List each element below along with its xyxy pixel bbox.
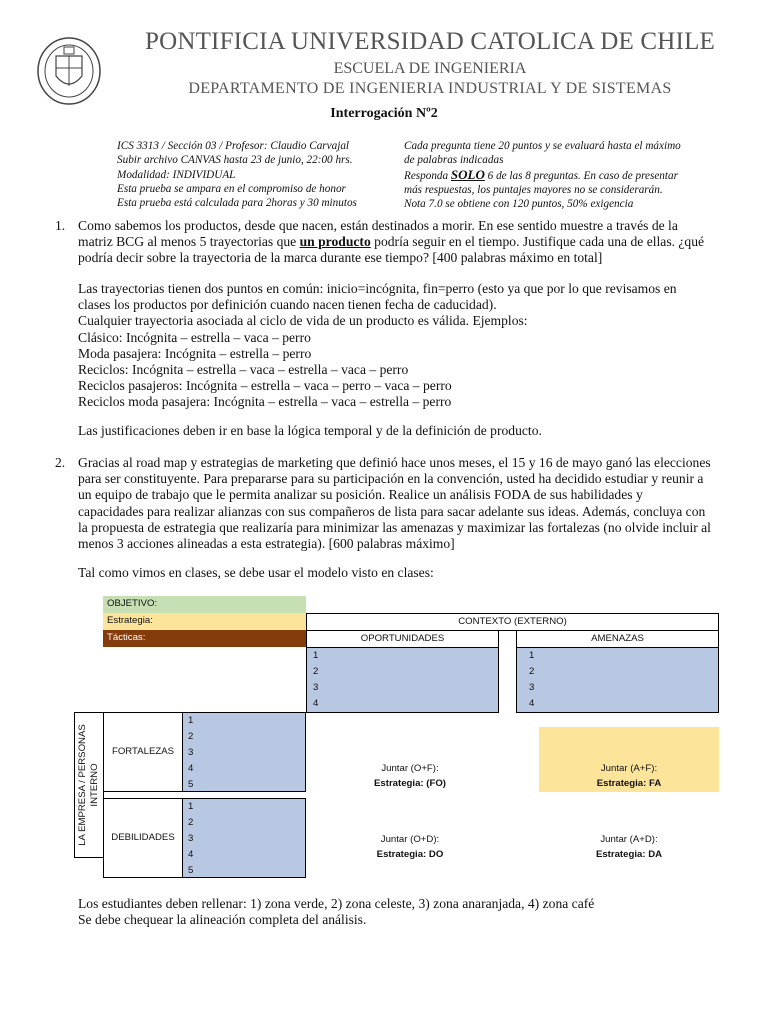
question-2-text: Gracias al road map y estrategias de marketing que definió hace unos meses, el 15 y 16 de mayo ganó las elecciones para ser constituyente. Para prepararse para su participación en la convención, usted ha decidido estudiar y reunir a un equipo de trabajo que le permita analizar su posición. Realice un análisis FODA de sus habilidades y capacidades para realizar alianzas con sus compañeros de lista para sacar adelante sus ideas. Además, concluya con la propuesta de estrategia que realizaría para minimizar las amenazas y maximizar las fortalezas (no olvide incluir al menos 3 acciones alineadas a esta estrategia). [600 palabras máximo] (78, 455, 711, 552)
exam-title: Interrogación Nº2 (330, 106, 438, 121)
tacticas-cell: Tácticas: (103, 630, 306, 647)
exam-info-left: ICS 3313 / Sección 03 / Profesor: Claudio Carvajal Subir archivo CANVAS hasta 23 de junio, 22:00 hrs. Modalidad: INDIVIDUAL Esta prueba se ampara en el compromiso de honor Esta prueba está calculada para 2horas y 30 minutos (117, 140, 357, 210)
question-1-number: 1. (55, 218, 66, 233)
estrategia-cell: Estrategia: (103, 613, 306, 630)
department-name: DEPARTAMENTO DE INGENIERIA INDUSTRIAL Y DE SISTEMAS (188, 80, 672, 97)
amenazas-list: 1 2 3 4 (516, 647, 719, 713)
fa-strategy: Juntar (A+F): Estrategia: FA (596, 763, 662, 789)
university-name: PONTIFICIA UNIVERSIDAD CATOLICA DE CHILE (144, 28, 716, 55)
footer-instructions: Los estudiantes deben rellenar: 1) zona verde, 2) zona celeste, 3) zona anaranjada, 4) zona café Se debe chequear la alineación completa del análisis. (78, 896, 595, 928)
debilidades-list: 1 2 3 4 5 (182, 798, 306, 878)
question-1-text: Como sabemos los productos, desde que nacen, están destinados a morir. En ese sentido muestre a través de la matriz BCG al menos 5 trayectorias que un producto podría seguir en el tiempo. Justifique cada una de ellas. ¿qué podría decir sobre la trayectoria de la marca durante ese tiempo? [400 palabras máximo en total] (78, 218, 705, 266)
model-note: Tal como vimos en clases, se debe usar el modelo visto en clases: (78, 565, 434, 580)
oportunidades-header: OPORTUNIDADES (306, 630, 499, 648)
debilidades-label: DEBILIDADES (103, 798, 183, 878)
objetivo-cell: OBJETIVO: (103, 596, 306, 613)
contexto-header: CONTEXTO (EXTERNO) (306, 613, 719, 631)
question-1-justification: Las justificaciones deben ir en base la lógica temporal y de la definición de producto. (78, 423, 542, 438)
oportunidades-list: 1 2 3 4 (306, 647, 499, 713)
fortalezas-list: 1 2 3 4 5 (182, 712, 306, 792)
amenazas-header: AMENAZAS (516, 630, 719, 648)
interno-label: LA EMPRESA / PERSONAS INTERNO (77, 724, 100, 846)
question-2-number: 2. (55, 455, 66, 470)
da-strategy: Juntar (A+D): Estrategia: DA (595, 834, 663, 860)
university-seal-icon (36, 36, 102, 106)
fortalezas-label: FORTALEZAS (103, 712, 183, 792)
question-1-answer: Las trayectorias tienen dos puntos en común: inicio=incógnita, fin=perro (esto ya que por lo que revisamos en clases los productos por definición cuando nacen tienen fecha de caducidad). Cualquier trayectoria asociada al ciclo de vida de un producto es válida. Ejemplos: Clásico: Incógnita – estrella – vaca – perro Moda pasajera: Incógnita – estrella – perro Reciclos: Incógnita – estrella – vaca – estrella – vaca – perro Reciclos pasajeros: Incógnita – estrella – vaca – perro – vaca – perro Reciclos moda pasajera: Incógnita – estrella – vaca – estrella – perro (78, 281, 677, 410)
do-strategy: Juntar (O+D): Estrategia: DO (376, 834, 444, 860)
exam-info-right: Cada pregunta tiene 20 puntos y se evaluará hasta el máximo de palabras indicadas Responda SOLO 6 de las 8 preguntas. En caso de presentar más respuestas, los puntajes mayores no se considerarán. Nota 7.0 se obtiene con 120 puntos, 50% exigencia (404, 140, 681, 211)
fo-strategy: Juntar (O+F): Estrategia: (FO) (374, 763, 446, 789)
school-name: ESCUELA DE INGENIERIA (333, 60, 527, 77)
